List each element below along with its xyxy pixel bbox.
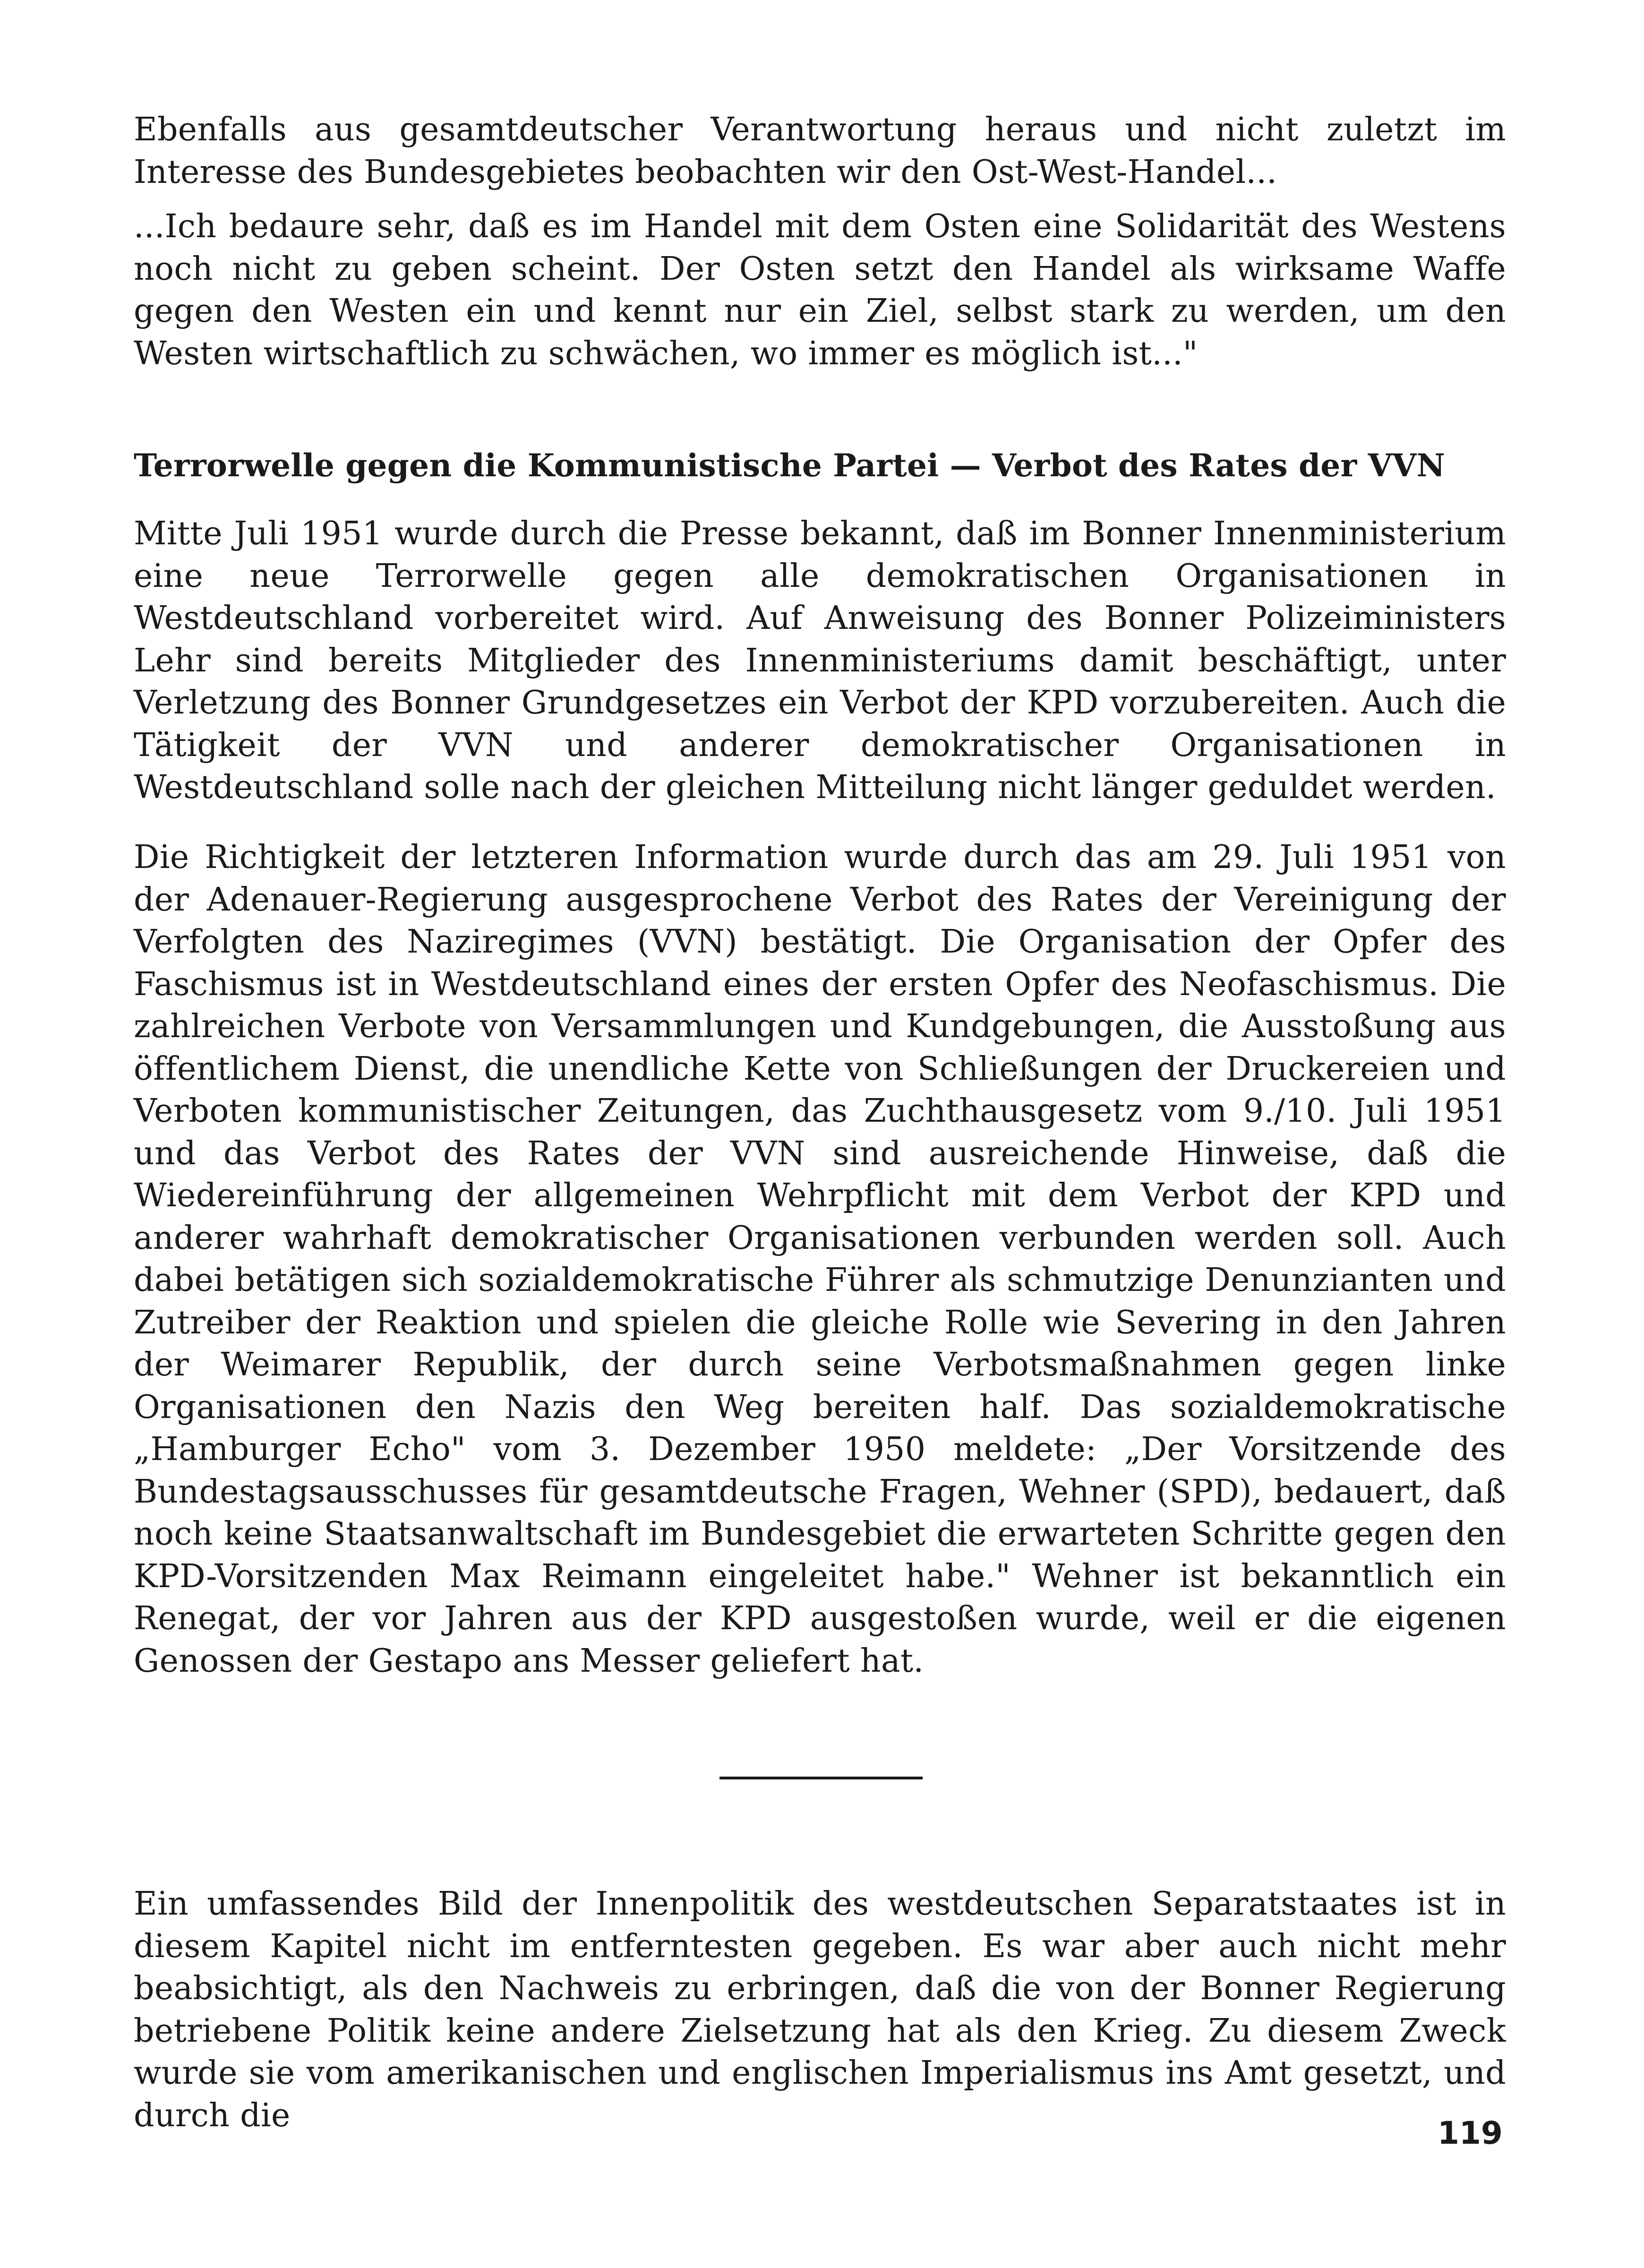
quote-paragraph-2: ...Ich bedaure sehr, daß es im Handel mit dem Osten eine Solidarität des Westens noch nicht zu geben scheint. Der Osten setzt den Handel als wirksame Waffe gegen den Westen ein und kennt nur ein Ziel, selbst stark zu werden, um den Westen wirtschaftlich zu schwächen, wo immer es möglich ist...": [134, 208, 1506, 372]
section-heading: Terrorwelle gegen die Kommunistische Partei — Verbot des Rates der VVN: [134, 447, 1445, 484]
quote-paragraph-1: Ebenfalls aus gesamtdeutscher Verantwortung heraus und nicht zuletzt im Interesse des Bundesgebietes beobachten wir den Ost-West-Handel...: [134, 111, 1506, 191]
closing-paragraph: Ein umfassendes Bild der Innenpolitik des westdeutschen Separatstaates ist in diesem Kapitel nicht im entferntesten gegeben. Es war aber auch nicht mehr beabsichtigt, als den Nachweis zu erbringen, daß die von der Bonner Regierung betriebene Politik keine andere Zielsetzung hat als den Krieg. Zu diesem Zweck wurde sie vom amerikanischen und englischen Imperialismus ins Amt gesetzt, und durch die: [134, 1885, 1506, 2134]
page-number: 119: [1438, 2115, 1503, 2151]
body-paragraph-1: Mitte Juli 1951 wurde durch die Presse bekannt, daß im Bonner Innenministerium eine neue Terrorwelle gegen alle demokratischen Organisationen in Westdeutschland vorbereitet wird. Auf Anweisung des Bonner Polizeiministers Lehr sind bereits Mitglieder des Innenministeriums damit beschäftigt, unter Verletzung des Bonner Grundgesetzes ein Verbot der KPD vorzubereiten. Auch die Tätigkeit der VVN und anderer demokratischer Organisationen in Westdeutschland solle nach der gleichen Mitteilung nicht länger geduldet werden.: [134, 515, 1506, 806]
document-page: [134, 109, 1506, 2235]
section-divider: [719, 1777, 923, 1779]
body-paragraph-2: Die Richtigkeit der letzteren Information wurde durch das am 29. Juli 1951 von der Adenauer-Regierung ausgesprochene Verbot des Rates der Vereinigung der Verfolgten des Naziregimes (VVN) bestätigt. Die Organisation der Opfer des Faschismus ist in Westdeutschland eines der ersten Opfer des Neofaschismus. Die zahlreichen Verbote von Versammlungen und Kundgebungen, die Ausstoßung aus öffentlichem Dienst, die unendliche Kette von Schließungen der Druckereien und Verboten kommunistischer Zeitungen, das Zuchthausgesetz vom 9./10. Juli 1951 und das Verbot des Rates der VVN sind ausreichende Hinweise, daß die Wiedereinführung der allgemeinen Wehrpflicht mit dem Verbot der KPD und anderer wahrhaft demokratischer Organisationen verbunden werden soll. Auch dabei betätigen sich sozialdemokratische Führer als schmutzige Denunzianten und Zutreiber der Reaktion und spielen die gleiche Rolle wie Severing in den Jahren der Weimarer Republik, der durch seine Verbotsmaßnahmen gegen linke Organisationen den Nazis den Weg bereiten half. Das sozialdemokratische „Hamburger Echo" vom 3. Dezember 1950 meldete: „Der Vorsitzende des Bundestagsausschusses für gesamtdeutsche Fragen, Wehner (SPD), bedauert, daß noch keine Staatsanwaltschaft im Bundesgebiet die erwarteten Schritte gegen den KPD-Vorsitzenden Max Reimann eingeleitet habe." Wehner ist bekanntlich ein Renegat, der vor Jahren aus der KPD ausgestoßen wurde, weil er die eigenen Genossen der Gestapo ans Messer geliefert hat.: [134, 839, 1506, 1680]
